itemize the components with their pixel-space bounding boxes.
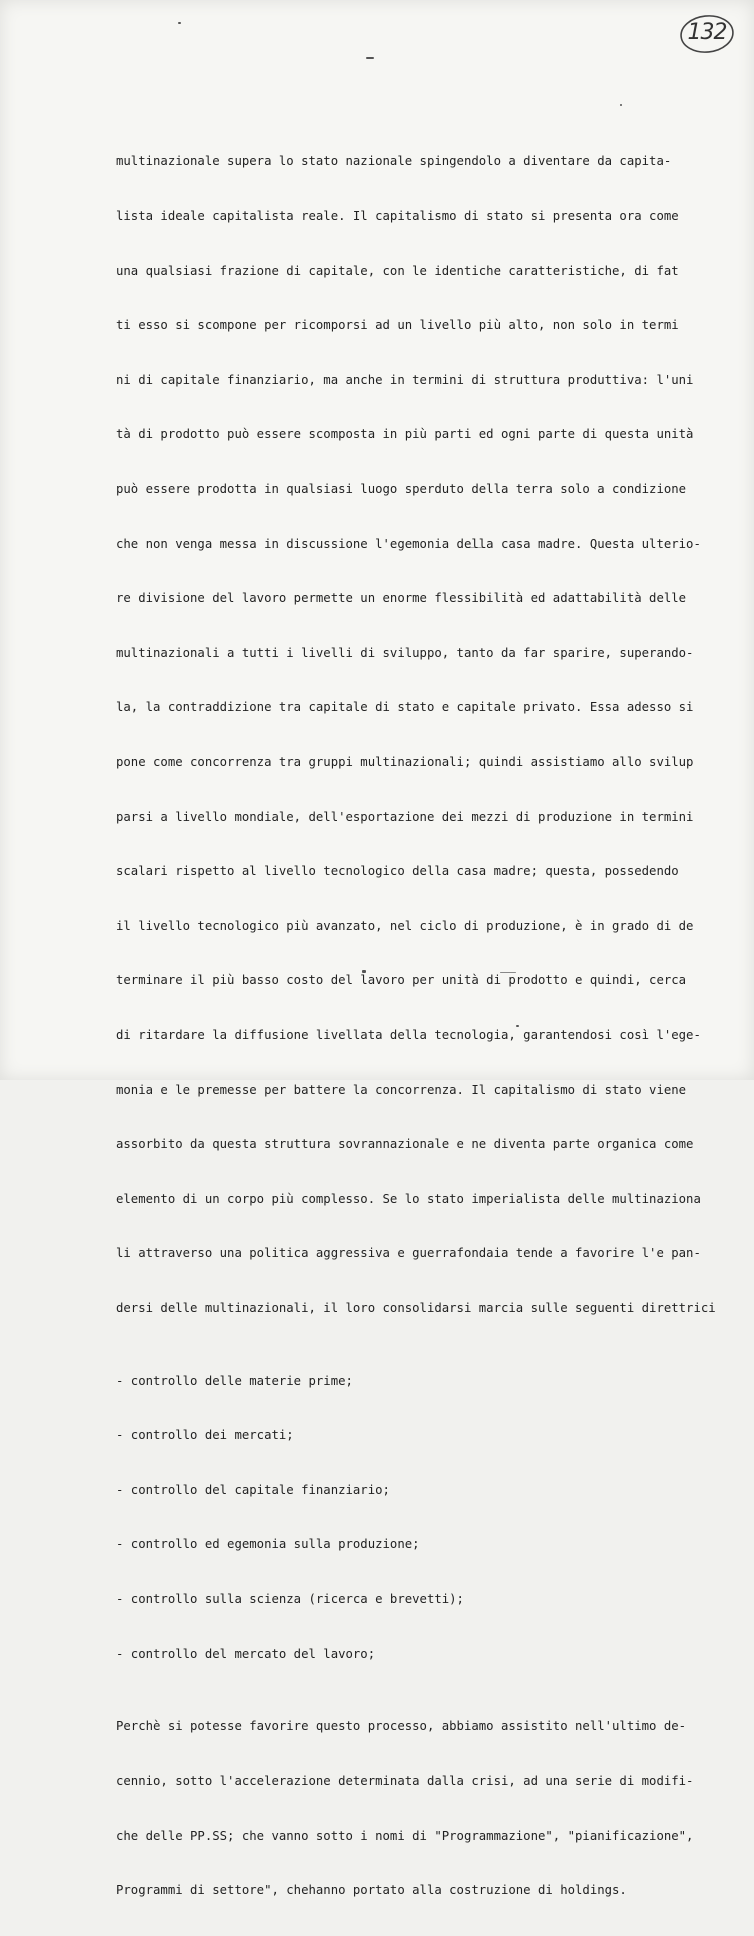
text-line: Perchè si potesse favorire questo processo, abbiamo assistito nell'ultimo de- <box>116 1719 687 1734</box>
list-item: - controllo delle materie prime; <box>116 1373 353 1388</box>
scan-speck <box>620 104 622 106</box>
text-line: di ritardare la diffusione livellata della tecnologia, garantendosi così l'ege- <box>116 1027 701 1042</box>
text-line: dersi delle multinazionali, il loro consolidarsi marcia sulle seguenti direttrici <box>116 1300 716 1315</box>
text-line: una qualsiasi frazione di capitale, con le identiche caratteristiche, di fat <box>116 263 679 278</box>
text-line: multinazionali a tutti i livelli di sviluppo, tanto da far sparire, superando- <box>116 645 694 660</box>
text-line: pone come concorrenza tra gruppi multinazionali; quindi assistiamo allo svilup <box>116 754 694 769</box>
text-line: può essere prodotta in qualsiasi luogo sperduto della terra solo a condizione <box>116 481 687 496</box>
list-item: - controllo sulla scienza (ricerca e brevetti); <box>116 1592 464 1607</box>
text-line: il livello tecnologico più avanzato, nel ciclo di produzione, è in grado di de <box>116 918 694 933</box>
text-line: scalari rispetto al livello tecnologico della casa madre; questa, possedendo <box>116 864 679 879</box>
text-line: che delle PP.SS; che vanno sotto i nomi di "Programmazione", "pianificazione", <box>116 1828 694 1843</box>
page-number: 132 <box>687 20 727 45</box>
text-line: lista ideale capitalista reale. Il capitalismo di stato si presenta ora come <box>116 209 679 223</box>
list-item: - controllo dei mercati; <box>116 1428 294 1443</box>
text-line: cennio, sotto l'accelerazione determinata dalla crisi, ad una serie di modifi- <box>116 1774 694 1789</box>
text-line: re divisione del lavoro permette un enorme flessibilità ed adattabilità delle <box>116 591 687 606</box>
scan-speck <box>178 22 181 24</box>
text-line: multinazionale supera lo stato nazionale spingendolo a diventare da capita- <box>116 154 672 169</box>
text-line: ni di capitale finanziario, ma anche in termini di struttura produttiva: l'uni <box>116 372 694 387</box>
text-line: Programmi di settore", chehanno portato alla costruzione di holdings. <box>116 1883 627 1898</box>
text-line: la, la contraddizione tra capitale di stato e capitale privato. Essa adesso si <box>116 700 694 715</box>
list-item: - controllo del capitale finanziario; <box>116 1482 390 1497</box>
text-line: che non venga messa in discussione l'egemonia della casa madre. Questa ulterio- <box>116 536 701 551</box>
text-line: tà di prodotto può essere scomposta in più parti ed ogni parte di questa unità <box>116 427 694 442</box>
list-item: - controllo del mercato del lavoro; <box>116 1646 376 1661</box>
text-line: elemento di un corpo più complesso. Se lo stato imperialista delle multinaziona <box>116 1191 701 1206</box>
list-item: - controllo ed egemonia sulla produzione; <box>116 1537 420 1552</box>
text-line: li attraverso una politica aggressiva e guerrafondaia tende a favorire l'e pan- <box>116 1246 701 1261</box>
text-line: assorbito da questa struttura sovrannazionale e ne diventa parte organica come <box>116 1137 694 1152</box>
page-number-stamp <box>678 12 736 56</box>
typed-text-block <box>116 116 736 1936</box>
text-line: monia e le premesse per battere la concorrenza. Il capitalismo di stato viene <box>116 1082 687 1097</box>
text-line: ti esso si scompone per ricomporsi ad un livello più alto, non solo in termi <box>116 318 679 333</box>
text-line: terminare il più basso costo del lavoro per unità di prodotto e quindi, cerca <box>116 973 687 988</box>
scan-speck <box>366 57 374 59</box>
text-line: parsi a livello mondiale, dell'esportazione dei mezzi di produzione in termini <box>116 809 694 824</box>
